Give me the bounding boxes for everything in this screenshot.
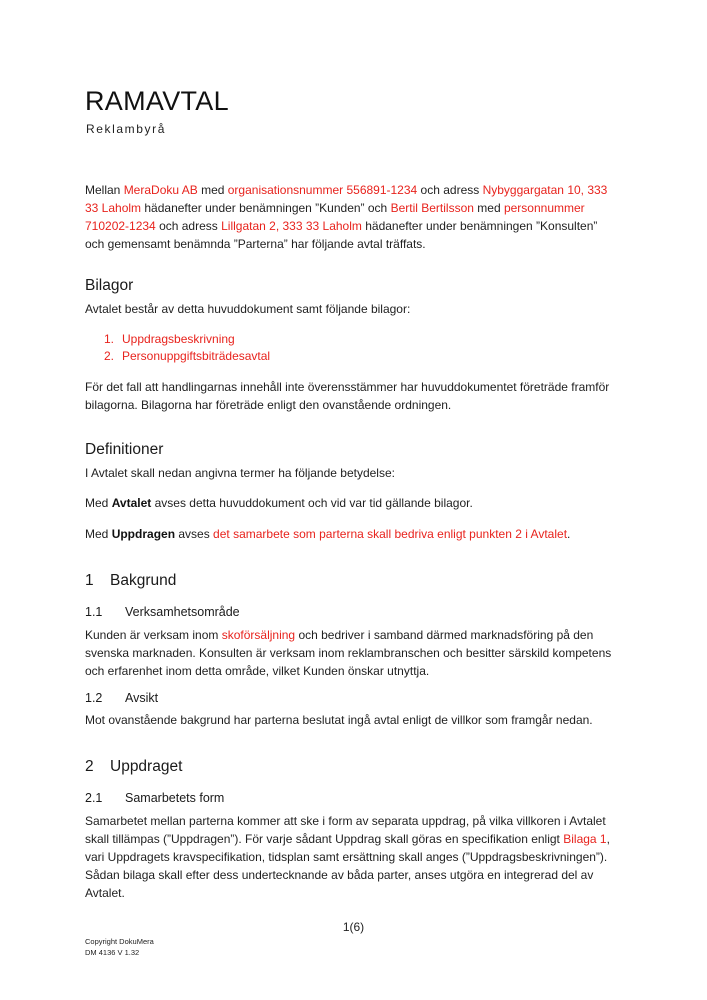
subsection-heading-samarbetets-form: 2.1 Samarbetets form — [85, 791, 225, 805]
company-address: Nybyggargatan 10, 333 33 Laholm — [85, 183, 608, 215]
definitioner-intro: I Avtalet skall nedan angivna termer ha följande betydelse: — [85, 466, 395, 480]
term-avtalet: Avtalet — [111, 496, 152, 510]
bilagor-precedence: För det fall att handlingarnas innehåll inte överensstämmer har huvuddokumentet företräde framför bilagorna. Bilagorna har företräde enligt den ovanstående ordningen. — [85, 380, 610, 412]
footer-document-id: DM 4136 V 1.32 — [85, 948, 140, 957]
verksamhetsomrade-text: Kunden är verksam inom skoförsäljning och bedriver i samband därmed marknadsföring på den svenska marknaden. Konsulten är verksam inom reklambranschen och besitter särskild kompetens och erfarenhet inom detta område, vilket Kunden önskar utnyttja. — [85, 628, 612, 678]
org-number: organisationsnummer 556891-1234 — [227, 183, 418, 197]
list-item: 2. Personuppgiftsbiträdesavtal — [104, 349, 271, 363]
page-number: 1(6) — [342, 920, 365, 934]
consultant-name: Bertil Bertilsson — [390, 201, 474, 215]
footer-copyright: Copyright DokuMera — [85, 937, 154, 946]
subsection-heading-verksamhetsomrade: 1.1 Verksamhetsområde — [85, 605, 240, 619]
list-item: 1. Uppdragsbeskrivning — [104, 332, 235, 346]
personal-number: personnummer 710202-1234 — [85, 201, 585, 233]
section-heading-definitioner: Definitioner — [85, 441, 164, 458]
definition-avtalet: Med Avtalet avses detta huvuddokument och vid var tid gällande bilagor. — [85, 496, 473, 510]
bilaga-1-reference: Bilaga 1 — [563, 832, 607, 846]
bilagor-intro: Avtalet består av detta huvuddokument samt följande bilagor: — [85, 302, 411, 316]
avsikt-text: Mot ovanstående bakgrund har parterna beslutat ingå avtal enligt de villkor som framgår nedan. — [85, 713, 593, 727]
term-uppdragen: Uppdragen — [111, 527, 176, 541]
samarbetets-form-text: Samarbetet mellan parterna kommer att ske i form av separata uppdrag, på vilka villkoren i Avtalet skall tillämpas (”Uppdragen”). För varje sådant Uppdrag skall göras en specifikation enligt Bilaga 1, vari Uppdragets kravspecifikation, tidsplan samt ersättning skall anges (”Uppdragsbeskrivningen”). Sådan bilaga skall efter dess undertecknande av båda parter, anses utgöra en integrerad del av Avtalet. — [85, 814, 610, 900]
definition-uppdragen: Med Uppdragen avses det samarbete som parterna skall bedriva enligt punkten 2 i Avtalet. — [85, 527, 571, 541]
section-heading-uppdraget: 2 Uppdraget — [85, 758, 183, 775]
consultant-address: Lillgatan 2, 333 33 Laholm — [221, 219, 362, 233]
intro-paragraph: Mellan MeraDoku AB med organisationsnummer 556891-1234 och adress Nybyggargatan 10, 333 33 Laholm hädanefter under benämningen ”Kunden” och Bertil Bertilsson med personnummer 710202-1234 och adress Lillgatan 2, 333 33 Laholm hädanefter under benämningen ”Konsulten” och gemensamt benämnda ”Parterna” har följande avtal träffats. — [85, 183, 608, 251]
subsection-heading-avsikt: 1.2 Avsikt — [85, 691, 159, 705]
section-heading-bilagor: Bilagor — [85, 277, 134, 294]
document-title: RAMAVTAL — [85, 86, 229, 116]
section-heading-bakgrund: 1 Bakgrund — [85, 572, 177, 589]
company-name: MeraDoku AB — [123, 183, 198, 197]
document-subtitle: Reklambyrå — [86, 122, 167, 136]
bilagor-list — [104, 331, 270, 365]
